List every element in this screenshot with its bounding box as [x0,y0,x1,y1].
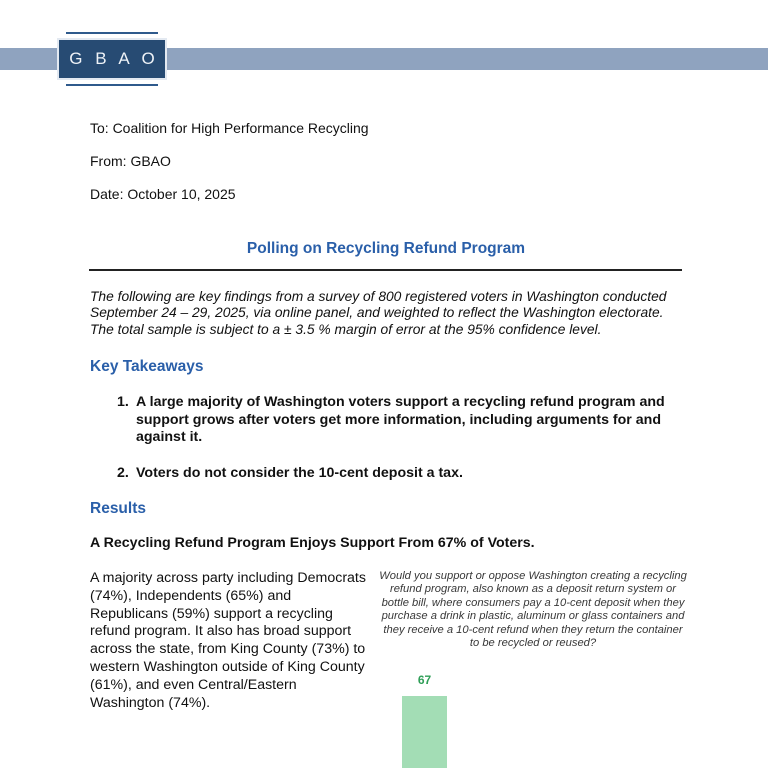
document-title: Polling on Recycling Refund Program [246,240,526,257]
methodology-note: The following are key findings from a survey of 800 registered voters in Washington conducted September 24 – 29, 2025, via online panel, and weighted to reflect the Washington electorate. The total sample is subject to a ± 3.5 % margin of error at the 95% confidence level. [90,289,667,337]
takeaway-2-text: Voters do not consider the 10-cent deposit a tax. [136,464,463,481]
logo-text: G B A O [69,49,159,68]
support-bar [402,696,447,768]
memo-date-line: Date: October 10, 2025 [90,186,236,202]
results-heading: Results [90,500,146,517]
memo-from-line: From: GBAO [90,153,171,169]
bar-value-label: 67 [417,673,432,687]
takeaway-item-2 [117,465,673,483]
results-statement: A Recycling Refund Program Enjoys Support From 67% of Voters. [90,535,535,551]
memo-to-line: To: Coalition for High Performance Recycling [90,120,369,136]
logo-bottom-line [66,84,158,86]
takeaway-item-1 [117,394,673,447]
takeaway-1-number: 1. [117,394,129,410]
takeaway-1-text: A large majority of Washington voters support a recycling refund program and support grows after voters get more information, including arguments for and against it. [136,394,665,446]
memo-header [90,121,369,220]
key-takeaways-heading: Key Takeaways [90,358,204,375]
takeaway-2-number: 2. [117,464,129,481]
gbao-logo [57,38,167,80]
survey-question-text: Would you support or oppose Washington creating a recycling refund program, also known as a deposit return system or bottle bill, where consumers pay a 10-cent deposit when they purchase a drink in plastic, aluminum or glass containers and they receive a 10-cent refund when they return the container to be recycled or reused? [379,570,687,650]
title-divider [89,269,682,271]
logo-top-line [66,32,158,34]
results-body-paragraph: A majority across party including Democrats (74%), Independents (65%) and Republicans (59%) support a recycling refund program. It also has broad support across the state, from King County (73%) to western Washington outside of King County (61%), and even Central/Eastern Washington (74%). [90,570,366,711]
key-takeaways-list [117,394,673,500]
